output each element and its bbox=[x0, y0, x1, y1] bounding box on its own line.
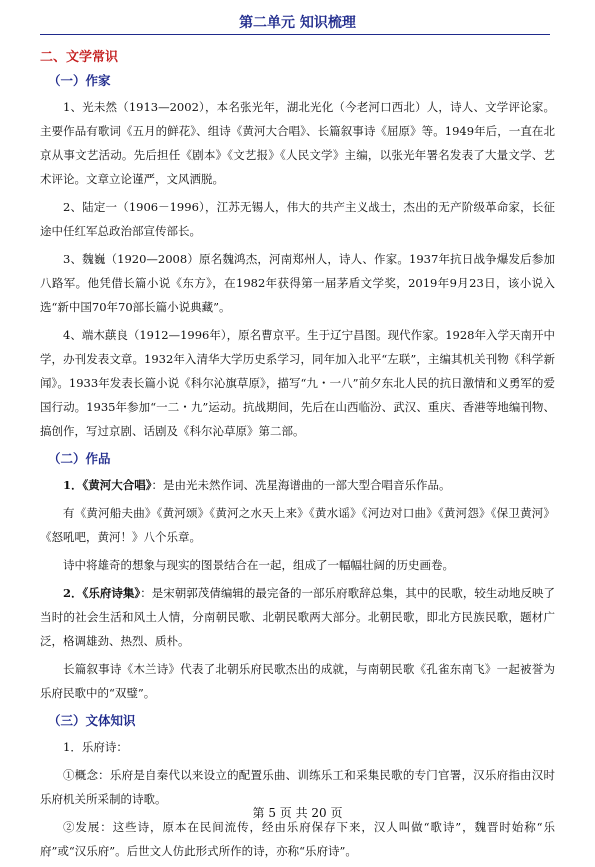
work-1-text: ：是由光未然作词、冼星海谱曲的一部大型合唱音乐作品。 bbox=[151, 478, 451, 492]
document-body bbox=[40, 38, 555, 867]
subsection-works-title: （二）作品 bbox=[48, 451, 111, 466]
genre-development: ②发展：这些诗，原本在民间流传，经由乐府保存下来，汉人叫做“歌诗”，魏晋时始称“乐府”或“汉乐府”。后世文人仿此形式所作的诗，亦称“乐府诗”。 bbox=[40, 820, 555, 858]
author-paragraph-1: 1、光未然（1913—2002），本名张光年，湖北光化（今老河口西北）人，诗人、文学评论家。主要作品有歌词《五月的鲜花》、组诗《黄河大合唱》、长篇叙事诗《屈原》等。1949年后，一直在北京从事文艺活动。先后担任《剧本》《文艺报》《人民文学》主编，以张光年署名发表了大量文学、艺术评论。文章立论谨严，文风洒脱。 bbox=[40, 100, 555, 186]
page-footer-number: 第 5 页 共 20 页 bbox=[252, 806, 343, 820]
work-1-summary: 诗中将雄奇的想象与现实的图景结合在一起，组成了一幅幅壮阔的历史画卷。 bbox=[63, 558, 454, 572]
work-1-movements: 有《黄河船夫曲》《黄河颂》《黄河之水天上来》《黄水谣》《河边对口曲》《黄河怨》《保卫黄河》《怒吼吧，黄河！》八个乐章。 bbox=[40, 506, 555, 544]
section-title: 二、文学常识 bbox=[40, 50, 119, 65]
author-paragraph-2: 2、陆定一（1906－1996），江苏无锡人，伟大的共产主义战士，杰出的无产阶级革命家，长征途中任红军总政治部宣传部长。 bbox=[40, 200, 555, 238]
page-header-title: 第二单元 知识梳理 bbox=[239, 15, 356, 31]
subsection-genre-title: （三）文体知识 bbox=[48, 713, 136, 728]
header-divider bbox=[40, 34, 550, 35]
work-2-title: 2．《乐府诗集》 bbox=[63, 586, 141, 600]
author-paragraph-4: 4、端木蕻良（1912—1996年），原名曹京平。生于辽宁昌图。现代作家。1928年入学天南开中学，办刊发表文章。1932年入清华大学历史系学习，同年加入北平“左联”，主编其机关刊物《科学新闻》。1933年发表长篇小说《科尔沁旗草原》，描写“九・一八”前夕东北人民的抗日激情和义勇军的爱国行动。1935年参加“一二・九”运动。抗战期间，先后在山西临汾、武汉、重庆、香港等地编刊物、搞创作，写过京剧、话剧及《科尔沁草原》第二部。 bbox=[40, 328, 555, 438]
work-2-text: ：是宋朝郭茂倩编辑的最完备的一部乐府歌辞总集，其中的民歌，较生动地反映了当时的社会生活和风土人情，分南朝民歌、北朝民歌两大部分。北朝民歌，即北方民族民歌，题材广泛，格调雄劲、热烈、质朴。 bbox=[40, 586, 555, 648]
work-2-paragraph bbox=[40, 581, 555, 653]
work-1-paragraph bbox=[40, 473, 555, 497]
author-paragraph-3: 3、魏巍（1920—2008）原名魏鸿杰，河南郑州人，诗人、作家。1937年抗日战争爆发后参加八路军。他凭借长篇小说《东方》，在1982年获得第一届茅盾文学奖，2019年9月23日，该小说入选“新中国70年70部长篇小说典藏”。 bbox=[40, 252, 555, 314]
genre-concept: ①概念：乐府是自秦代以来设立的配置乐曲、训练乐工和采集民歌的专门官署，汉乐府指由汉时乐府机关所采制的诗歌。 bbox=[40, 768, 555, 806]
work-1-title: 1．《黄河大合唱》 bbox=[63, 478, 152, 492]
genre-item-1: 1．乐府诗： bbox=[63, 740, 128, 754]
subsection-authors-title: （一）作家 bbox=[48, 73, 111, 88]
work-2-note: 长篇叙事诗《木兰诗》代表了北朝乐府民歌杰出的成就，与南朝民歌《孔雀东南飞》一起被誉为乐府民歌中的“双璧”。 bbox=[40, 662, 555, 700]
